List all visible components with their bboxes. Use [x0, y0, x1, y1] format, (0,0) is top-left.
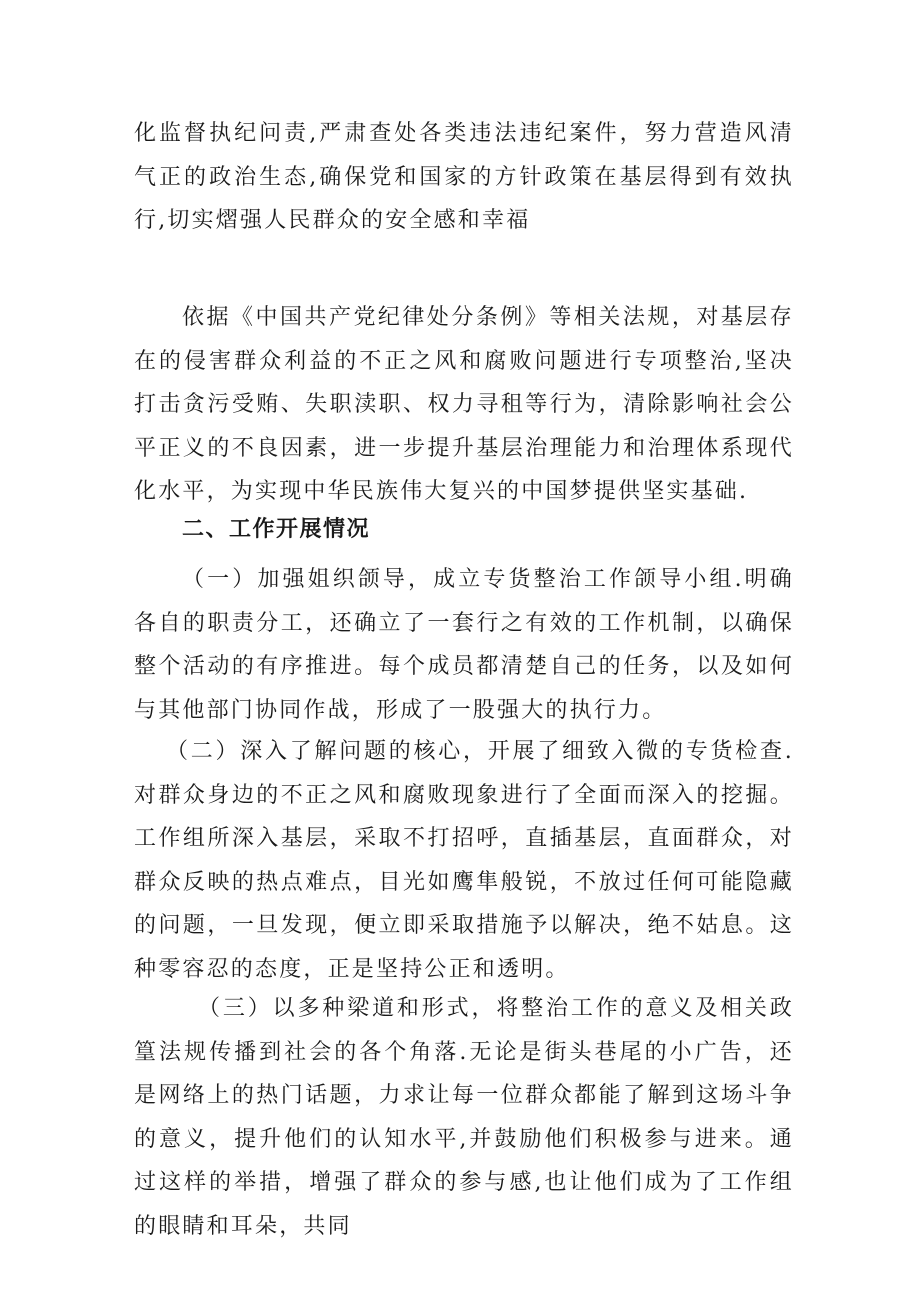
paragraph-legal-basis: 依据《中国共产党纪律处分条例》等相关法规，对基层存在的侵害群众利益的不正之风和腐败问题进行专项整治,坚决打击贪污受贿、失职渎职、权力寻租等行为，清除影响社会公平正义的不良因素，进一步提升基层治理能力和治理体系现代化水平，为实现中华民族伟大复兴的中国梦提供坚实基础. [134, 305, 794, 505]
paragraph-item-3: （三）以多种梁道和形式，将整治工作的意义及相关政篁法规传播到社会的各个角落.无论是街头巷尾的小广告，还是网络上的热门话题，力求让每一位群众都能了解到这场斗争的意义，提升他们的认知水平,并鼓励他们积极参与进来。通过这样的举措，增强了群众的参与感,也让他们成为了工作组的眼睛和耳朵，共同 [134, 996, 794, 1239]
paragraph-intro-continuation: 化监督执纪问责,严肃查处各类违法违纪案件，努力营造风清气正的政治生态,确保党和国家的方针政策在基层得到有效执行,切实熠强人民群众的安全感和幸福 [134, 121, 794, 234]
section-heading: 二、工作开展情况 [182, 517, 371, 542]
paragraph-item-1: （一）加强姐织颌导，成立专货整治工作颌导小组.明确各自的职责分工，还确立了一套行之有效的工作机制，以确保整个活动的有序推进。每个成员都清楚自己的任务，以及如何与其他部门协同作战，形成了一股强大的执行力。 [134, 567, 794, 723]
paragraph-item-2: （二）深入了解问题的核心，开展了细致入微的专货检查.对群众身边的不正之风和腐败现象进行了全面而深入的挖掘。工作组所深入基层，采取不打招呼，直插基层，直面群众，对群众反映的热点难点，目光如鹰隼般锐，不放过任何可能隐藏的问题，一旦发现，便立即采取措施予以解决，绝不姑息。这种零容忍的态度，正是坚持公正和透明。 [134, 739, 794, 982]
